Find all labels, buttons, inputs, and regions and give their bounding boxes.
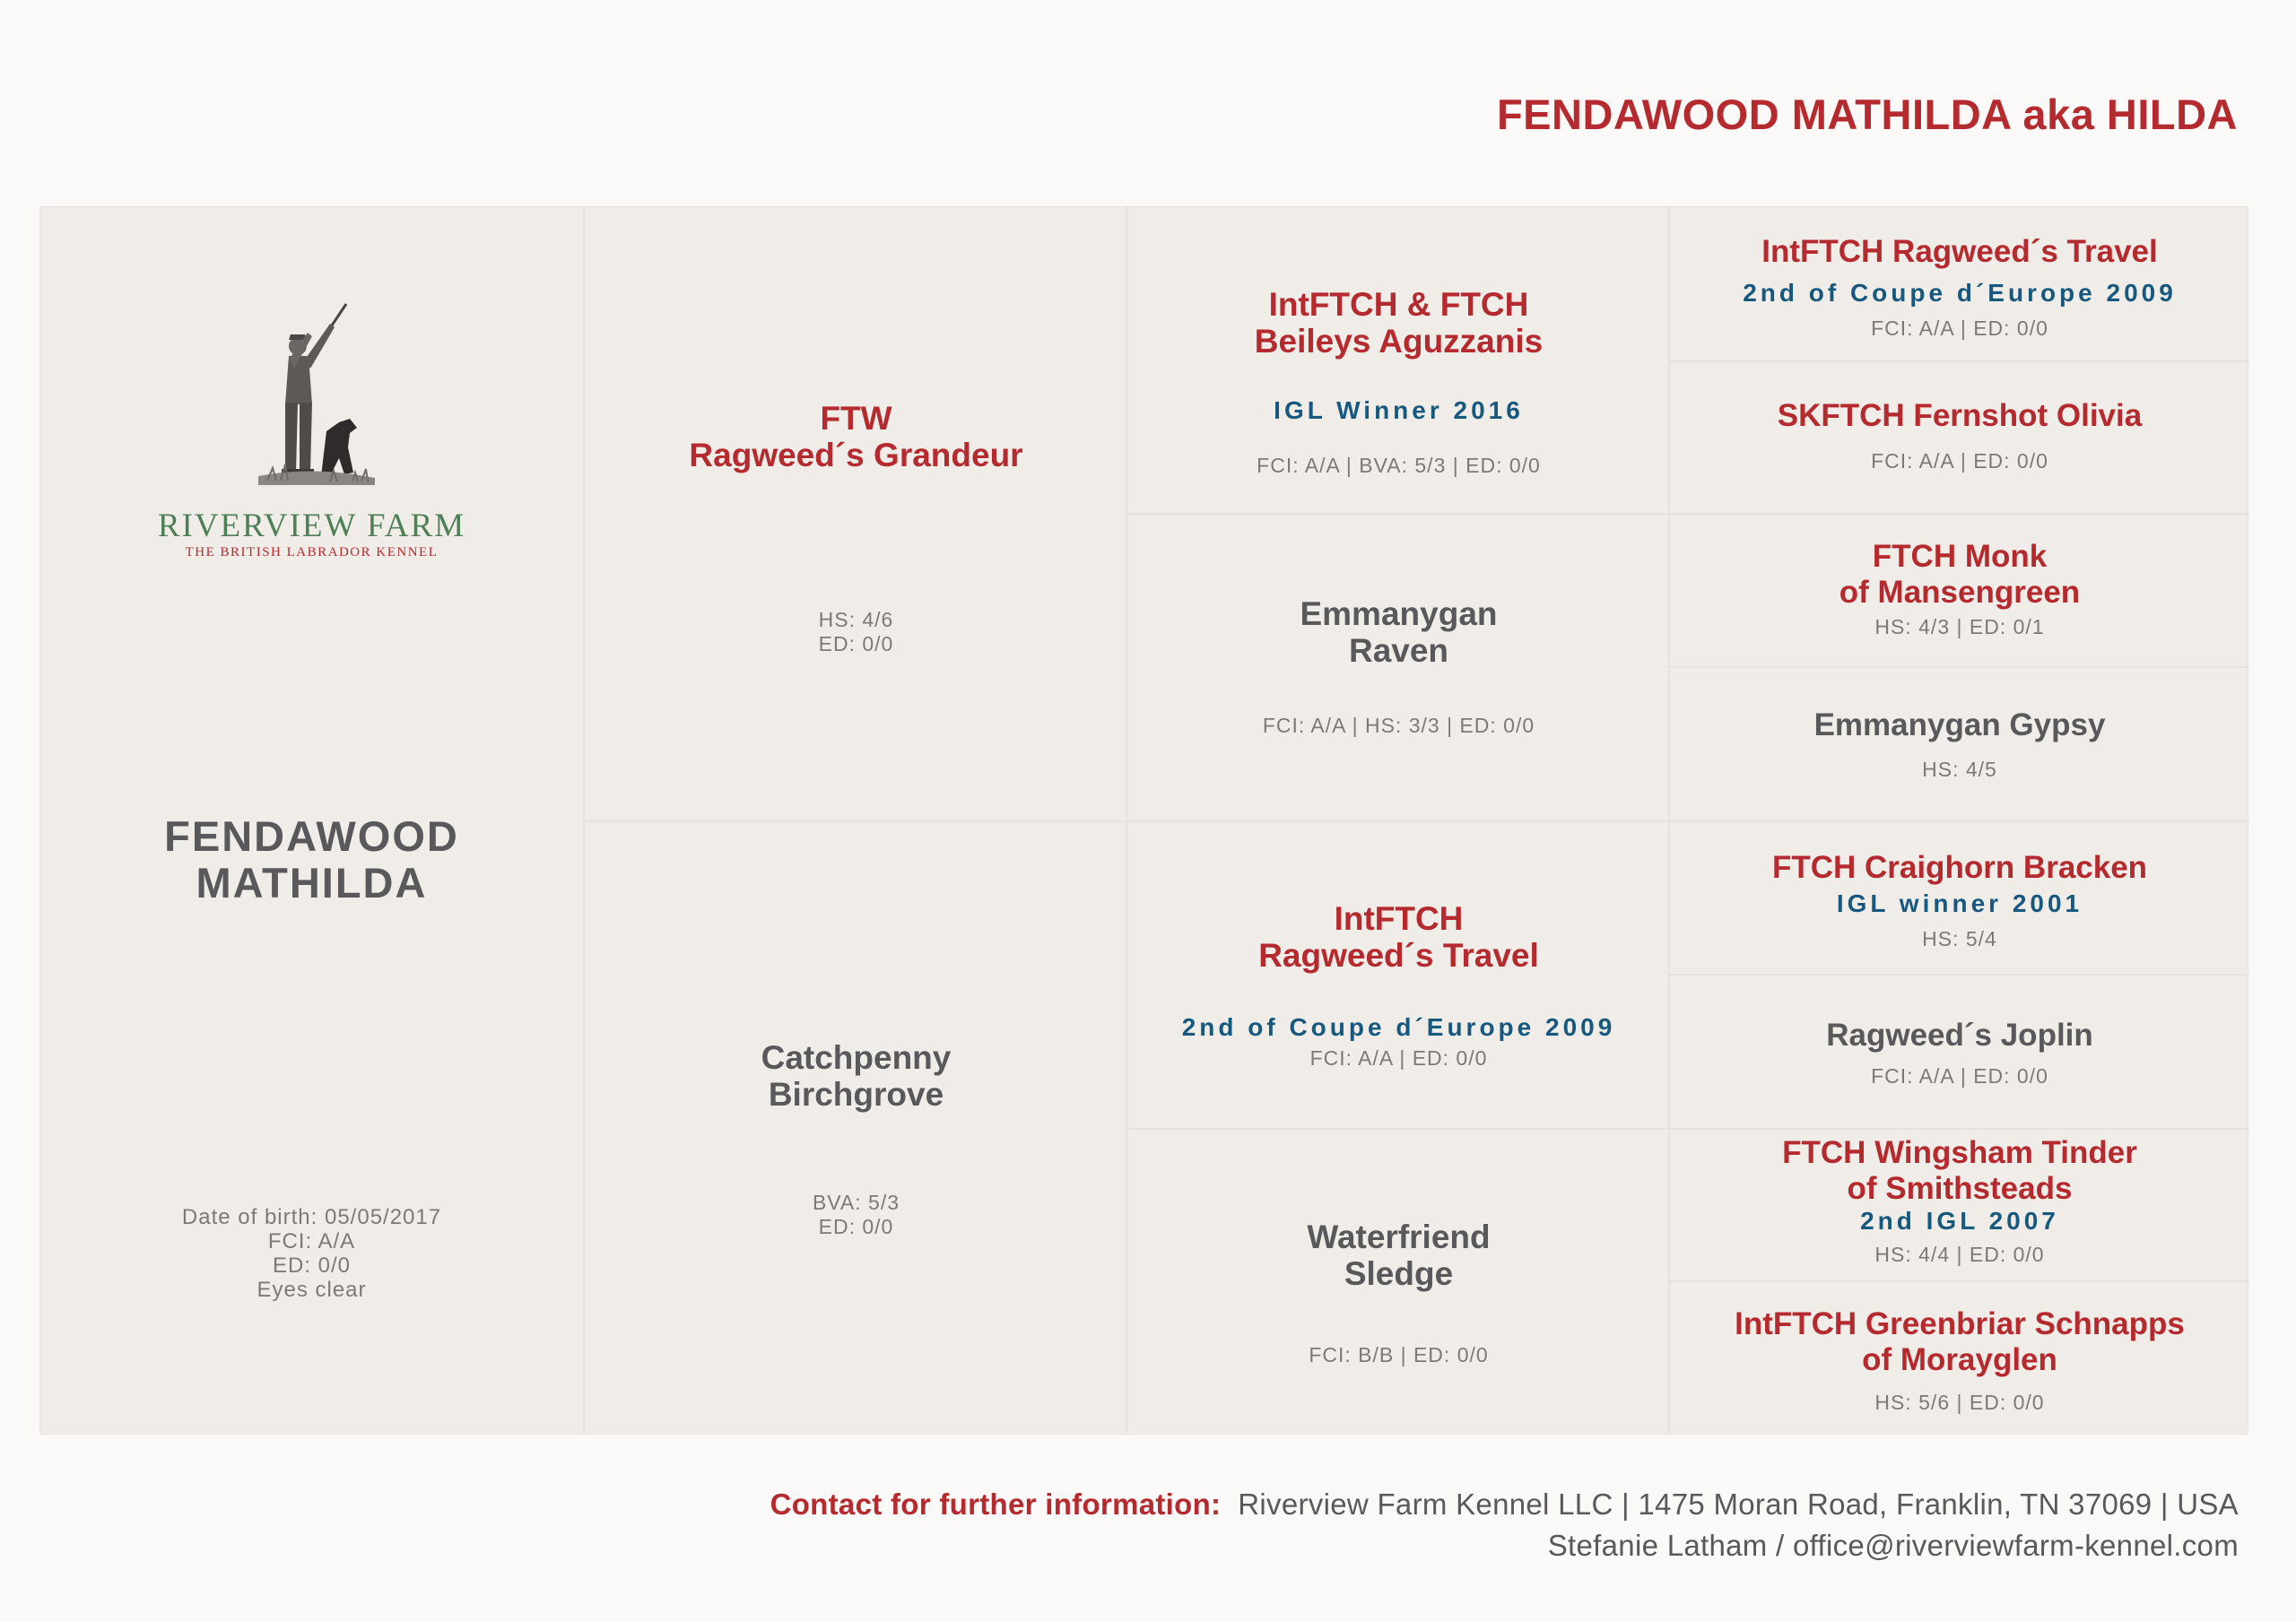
divider [1670,974,2249,976]
dam-name [585,1039,1127,1113]
grandparents-column [1126,207,1670,1434]
great-grandparent-7-award: 2nd IGL 2007 [1860,1207,2059,1235]
subject-name-line2: MATHILDA [196,859,428,906]
sire-name [585,400,1127,473]
great-grandparent-6-health: FCI: A/A | ED: 0/0 [1871,1064,2048,1088]
great-grandparent-7-health: HS: 4/4 | ED: 0/0 [1874,1243,2045,1266]
great-grandparent-8-line2: of Morayglen [1862,1342,2057,1377]
grandparent-2-line1: Emmanygan [1300,595,1498,632]
divider [585,820,1127,822]
great-grandparent-5-award: IGL winner 2001 [1836,889,2083,917]
great-grandparent-3-name [1670,539,2249,611]
great-grandparent-8-line1: IntFTCH Greenbriar Schnapps [1735,1306,2185,1341]
grandparent-2-health: FCI: A/A | HS: 3/3 | ED: 0/0 [1262,714,1535,737]
subject-eyes: Eyes clear [257,1278,367,1302]
grandparent-1-award: IGL Winner 2016 [1274,396,1524,424]
grandparent-2-line2: Raven [1348,632,1449,669]
logo [40,297,583,763]
great-grandparent-8-name [1670,1306,2249,1378]
sire-health-2: ED: 0/0 [818,632,894,655]
great-grandparent-1-award: 2nd of Coupe d´Europe 2009 [1743,279,2177,307]
divider [1127,1128,1670,1130]
grandparent-1-line2: Beileys Aguzzanis [1254,323,1544,360]
great-grandparent-4-name: Emmanygan Gypsy [1813,707,2106,742]
great-grandparent-4-health: HS: 4/5 [1922,758,1997,781]
page-title: FENDAWOOD MATHILDA aka HILDA [1496,91,2238,138]
contact-label: Contact for further information: [770,1488,1222,1521]
great-grandparent-1-name: IntFTCH Ragweed´s Travel [1761,234,2158,269]
contact-address: Riverview Farm Kennel LLC | 1475 Moran Road, Franklin, TN 37069 | USA [1238,1488,2239,1521]
divider [1127,820,1670,822]
grandparent-3-line2: Ragweed´s Travel [1258,937,1539,974]
great-grandparent-3-line1: FTCH Monk [1872,539,2048,574]
sire-title: FTW [820,400,892,437]
subject-name [40,813,583,906]
dam-health-2: ED: 0/0 [818,1215,894,1238]
grandparent-2-name [1127,595,1670,669]
grandparent-4-line1: Waterfriend [1307,1219,1491,1255]
subject-ed: ED: 0/0 [272,1253,352,1278]
subject-details [40,1205,583,1302]
great-grandparent-5-name: FTCH Craighorn Bracken [1771,850,2148,885]
subject-column [40,207,583,1434]
grandparent-4-line2: Sledge [1344,1255,1454,1292]
logo-name: RIVERVIEW FARM [157,507,466,544]
grandparent-3-award: 2nd of Coupe d´Europe 2009 [1181,1013,1616,1041]
pedigree-table [39,206,2248,1435]
great-grandparent-3-health: HS: 4/3 | ED: 0/1 [1874,615,2045,638]
grandparent-1-name [1127,286,1670,360]
sire-health-1: HS: 4/6 [818,608,894,631]
grandparent-3-health: FCI: A/A | ED: 0/0 [1309,1046,1488,1070]
great-grandparent-7-line2: of Smithsteads [1847,1171,2073,1206]
grandparent-3-name [1127,900,1670,974]
dam-name-line2: Birchgrove [768,1076,944,1113]
divider [1670,513,2249,515]
grandparent-4-name [1127,1219,1670,1292]
divider [1670,1128,2249,1130]
logo-subtitle: THE BRITISH LABRADOR KENNEL [185,545,439,559]
footer [770,1484,2239,1566]
divider [1670,1280,2249,1282]
grandparent-1-health: FCI: A/A | BVA: 5/3 | ED: 0/0 [1257,454,1541,477]
great-grandparents-column [1668,207,2249,1434]
divider [1670,820,2249,822]
dam-health-1: BVA: 5/3 [812,1191,900,1214]
footer-line-1 [770,1484,2239,1525]
divider [1670,360,2249,362]
great-grandparent-7-line1: FTCH Wingsham Tinder [1782,1135,2137,1170]
date-of-birth: Date of birth: 05/05/2017 [181,1205,442,1229]
great-grandparent-1-health: FCI: A/A | ED: 0/0 [1871,317,2048,340]
subject-name-line1: FENDAWOOD [164,812,459,860]
great-grandparent-7-name [1670,1135,2249,1207]
dam-health [585,1191,1127,1239]
great-grandparent-8-health: HS: 5/6 | ED: 0/0 [1874,1391,2045,1414]
great-grandparent-6-name: Ragweed´s Joplin [1826,1018,2093,1053]
great-grandparent-3-line2: of Mansengreen [1839,575,2081,610]
dam-name-line1: Catchpenny [761,1039,952,1076]
grandparent-1-line1: IntFTCH & FTCH [1268,286,1529,323]
grandparent-4-health: FCI: B/B | ED: 0/0 [1309,1343,1489,1366]
sire-name-text: Ragweed´s Grandeur [689,437,1023,473]
hunter-with-dog-illustration [196,297,429,503]
contact-person[interactable]: Stefanie Latham / office@riverviewfarm-kennel.com [1547,1529,2239,1562]
great-grandparent-2-health: FCI: A/A | ED: 0/0 [1871,449,2048,473]
great-grandparent-2-name: SKFTCH Fernshot Olivia [1777,398,2143,433]
divider [1670,666,2249,668]
divider [1127,513,1670,515]
great-grandparent-5-health: HS: 5/4 [1922,927,1997,950]
grandparent-3-line1: IntFTCH [1334,900,1464,937]
sire-health [585,608,1127,656]
subject-fci: FCI: A/A [267,1229,356,1253]
parents-column [583,207,1127,1434]
